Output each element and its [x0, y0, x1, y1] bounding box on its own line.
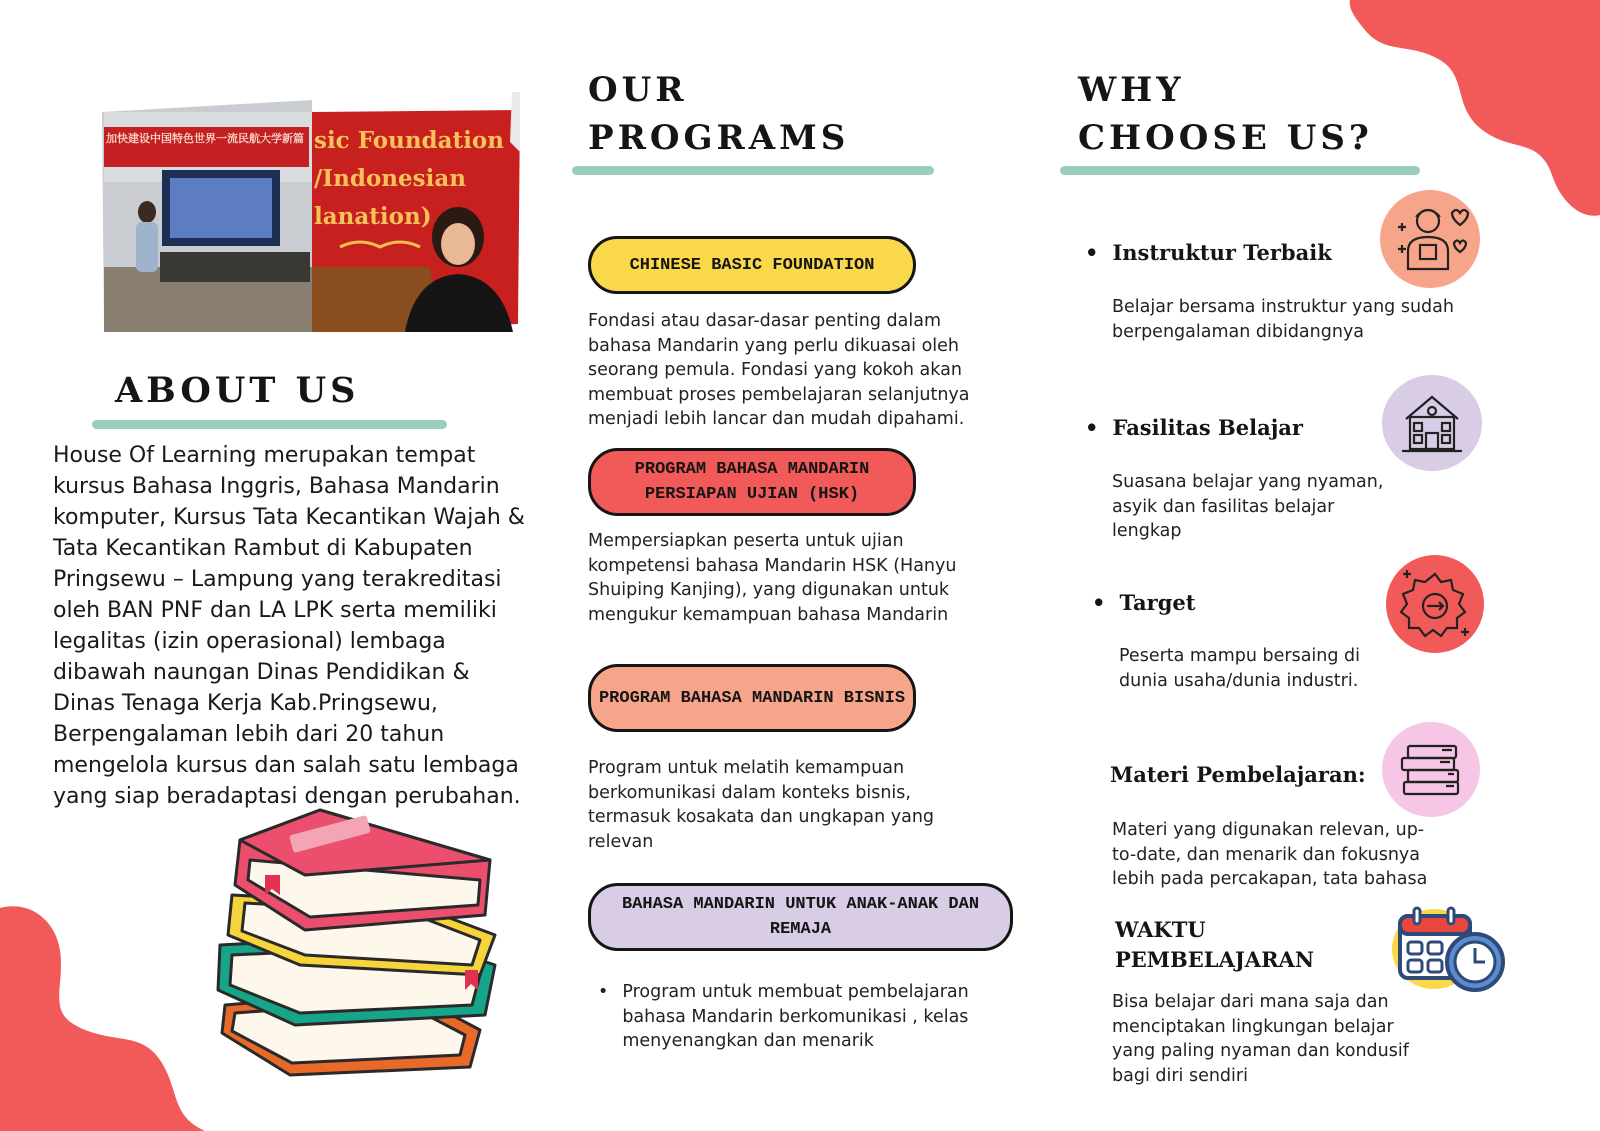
photo-overlay-line: lanation) [314, 203, 432, 230]
photo-overlay-line: sic Foundation [314, 127, 504, 154]
program-desc: Fondasi atau dasar-dasar penting dalam bahasa Mandarin yang perlu dikuasai oleh seorang pemula. Fondasi yang kokoh akan membuat proses pembelajaran selanjutnya menjadi lebih lancar dan mudah dipahami. [588, 311, 970, 429]
photo-overlay-line: /Indonesian [314, 165, 466, 192]
teacher-icon [1380, 190, 1480, 288]
programs-heading [588, 66, 849, 162]
program-kids-teens-mandarin[interactable]: BAHASA MANDARIN UNTUK ANAK-ANAK DAN REMAJA [588, 883, 1013, 951]
target-icon [1386, 555, 1484, 653]
about-paragraph: House Of Learning merupakan tempat kursus Bahasa Inggris, Bahasa Mandarin komputer, Kursus Tata Kecantikan Wajah & Tata Kecantikan Rambut di Kabupaten Pringsewu – Lampung yang terakreditasi oleh BAN PNF dan LA LPK serta memiliki legalitas (izin operasional) lembaga dibawah naungan Dinas Pendidikan & Dinas Tenaga Kerja Kab.Pringsewu, Berpengalaman lebih dari 20 tahun mengelola kursus dan salah satu lembaga yang siap beradaptasi dengan perubahan. [53, 443, 525, 809]
why-item-title: Materi Pembelajaran: [1110, 762, 1366, 787]
why-heading-underline [1060, 166, 1420, 175]
why-item-desc: Bisa belajar dari mana saja dan menciptakan lingkungan belajar yang paling nyaman dan kondusif bagi diri sendiri [1112, 992, 1409, 1086]
why-item-title: • Fasilitas Belajar [1085, 415, 1303, 440]
program-desc: Program untuk membuat pembelajaran bahasa Mandarin berkomunikasi , kelas menyenangkan dan menarik [622, 982, 969, 1051]
programs-heading-line2: PROGRAMS [588, 118, 850, 158]
why-item-desc: Suasana belajar yang nyaman, asyik dan fasilitas belajar lengkap [1112, 472, 1384, 541]
photo-overlay-text [314, 122, 518, 236]
why-item-desc: Peserta mampu bersaing di dunia usaha/dunia industri. [1119, 646, 1361, 691]
calendar-clock-icon [1392, 904, 1512, 999]
program-desc: Program untuk melatih kemampuan berkomunikasi dalam konteks bisnis, termasuk kosakata dan ungkapan yang relevan [588, 758, 935, 852]
program-desc: Mempersiapkan peserta untuk ujian kompetensi bahasa Mandarin HSK (Hanyu Shuiping Kanjing), yang digunakan untuk mengukur kemampuan bahasa Mandarin [588, 531, 957, 625]
programs-heading-underline [572, 166, 934, 175]
why-item-desc: Materi yang digunakan relevan, up-to-date, dan menarik dan fokusnya lebih pada percakapan, tata bahasa [1112, 820, 1428, 889]
photo-banner-text: 加快建设中国特色世界一流民航大学新篇 [106, 132, 304, 145]
why-item-desc: Belajar bersama instruktur yang sudah berpengalaman dibidangnya [1112, 297, 1454, 342]
why-heading-line2: CHOOSE US? [1078, 118, 1373, 158]
program-business-mandarin[interactable]: PROGRAM BAHASA MANDARIN BISNIS [588, 664, 916, 732]
program-hsk-preparation[interactable]: PROGRAM BAHASA MANDARIN PERSIAPAN UJIAN (HSK) [588, 448, 916, 516]
bullet-dot: • [598, 982, 609, 1002]
programs-heading-line1: OUR [588, 70, 688, 110]
books-icon [1382, 722, 1480, 817]
building-icon [1382, 375, 1482, 471]
why-item-title: • Target [1092, 590, 1195, 615]
why-heading [1078, 66, 1373, 162]
why-item-title: WAKTU PEMBELAJARAN [1115, 917, 1315, 972]
program-chinese-basic-foundation[interactable]: CHINESE BASIC FOUNDATION [588, 236, 916, 294]
about-photo-collage [100, 92, 520, 342]
program-desc-bullet [598, 980, 988, 1054]
why-heading-line1: WHY [1078, 70, 1185, 110]
about-heading-underline [92, 420, 447, 429]
about-heading: ABOUT US [115, 370, 360, 411]
books-stack-illustration [210, 805, 510, 1080]
why-item-title: • Instruktur Terbaik [1085, 240, 1332, 265]
corner-blob-bottom-left [0, 900, 210, 1131]
